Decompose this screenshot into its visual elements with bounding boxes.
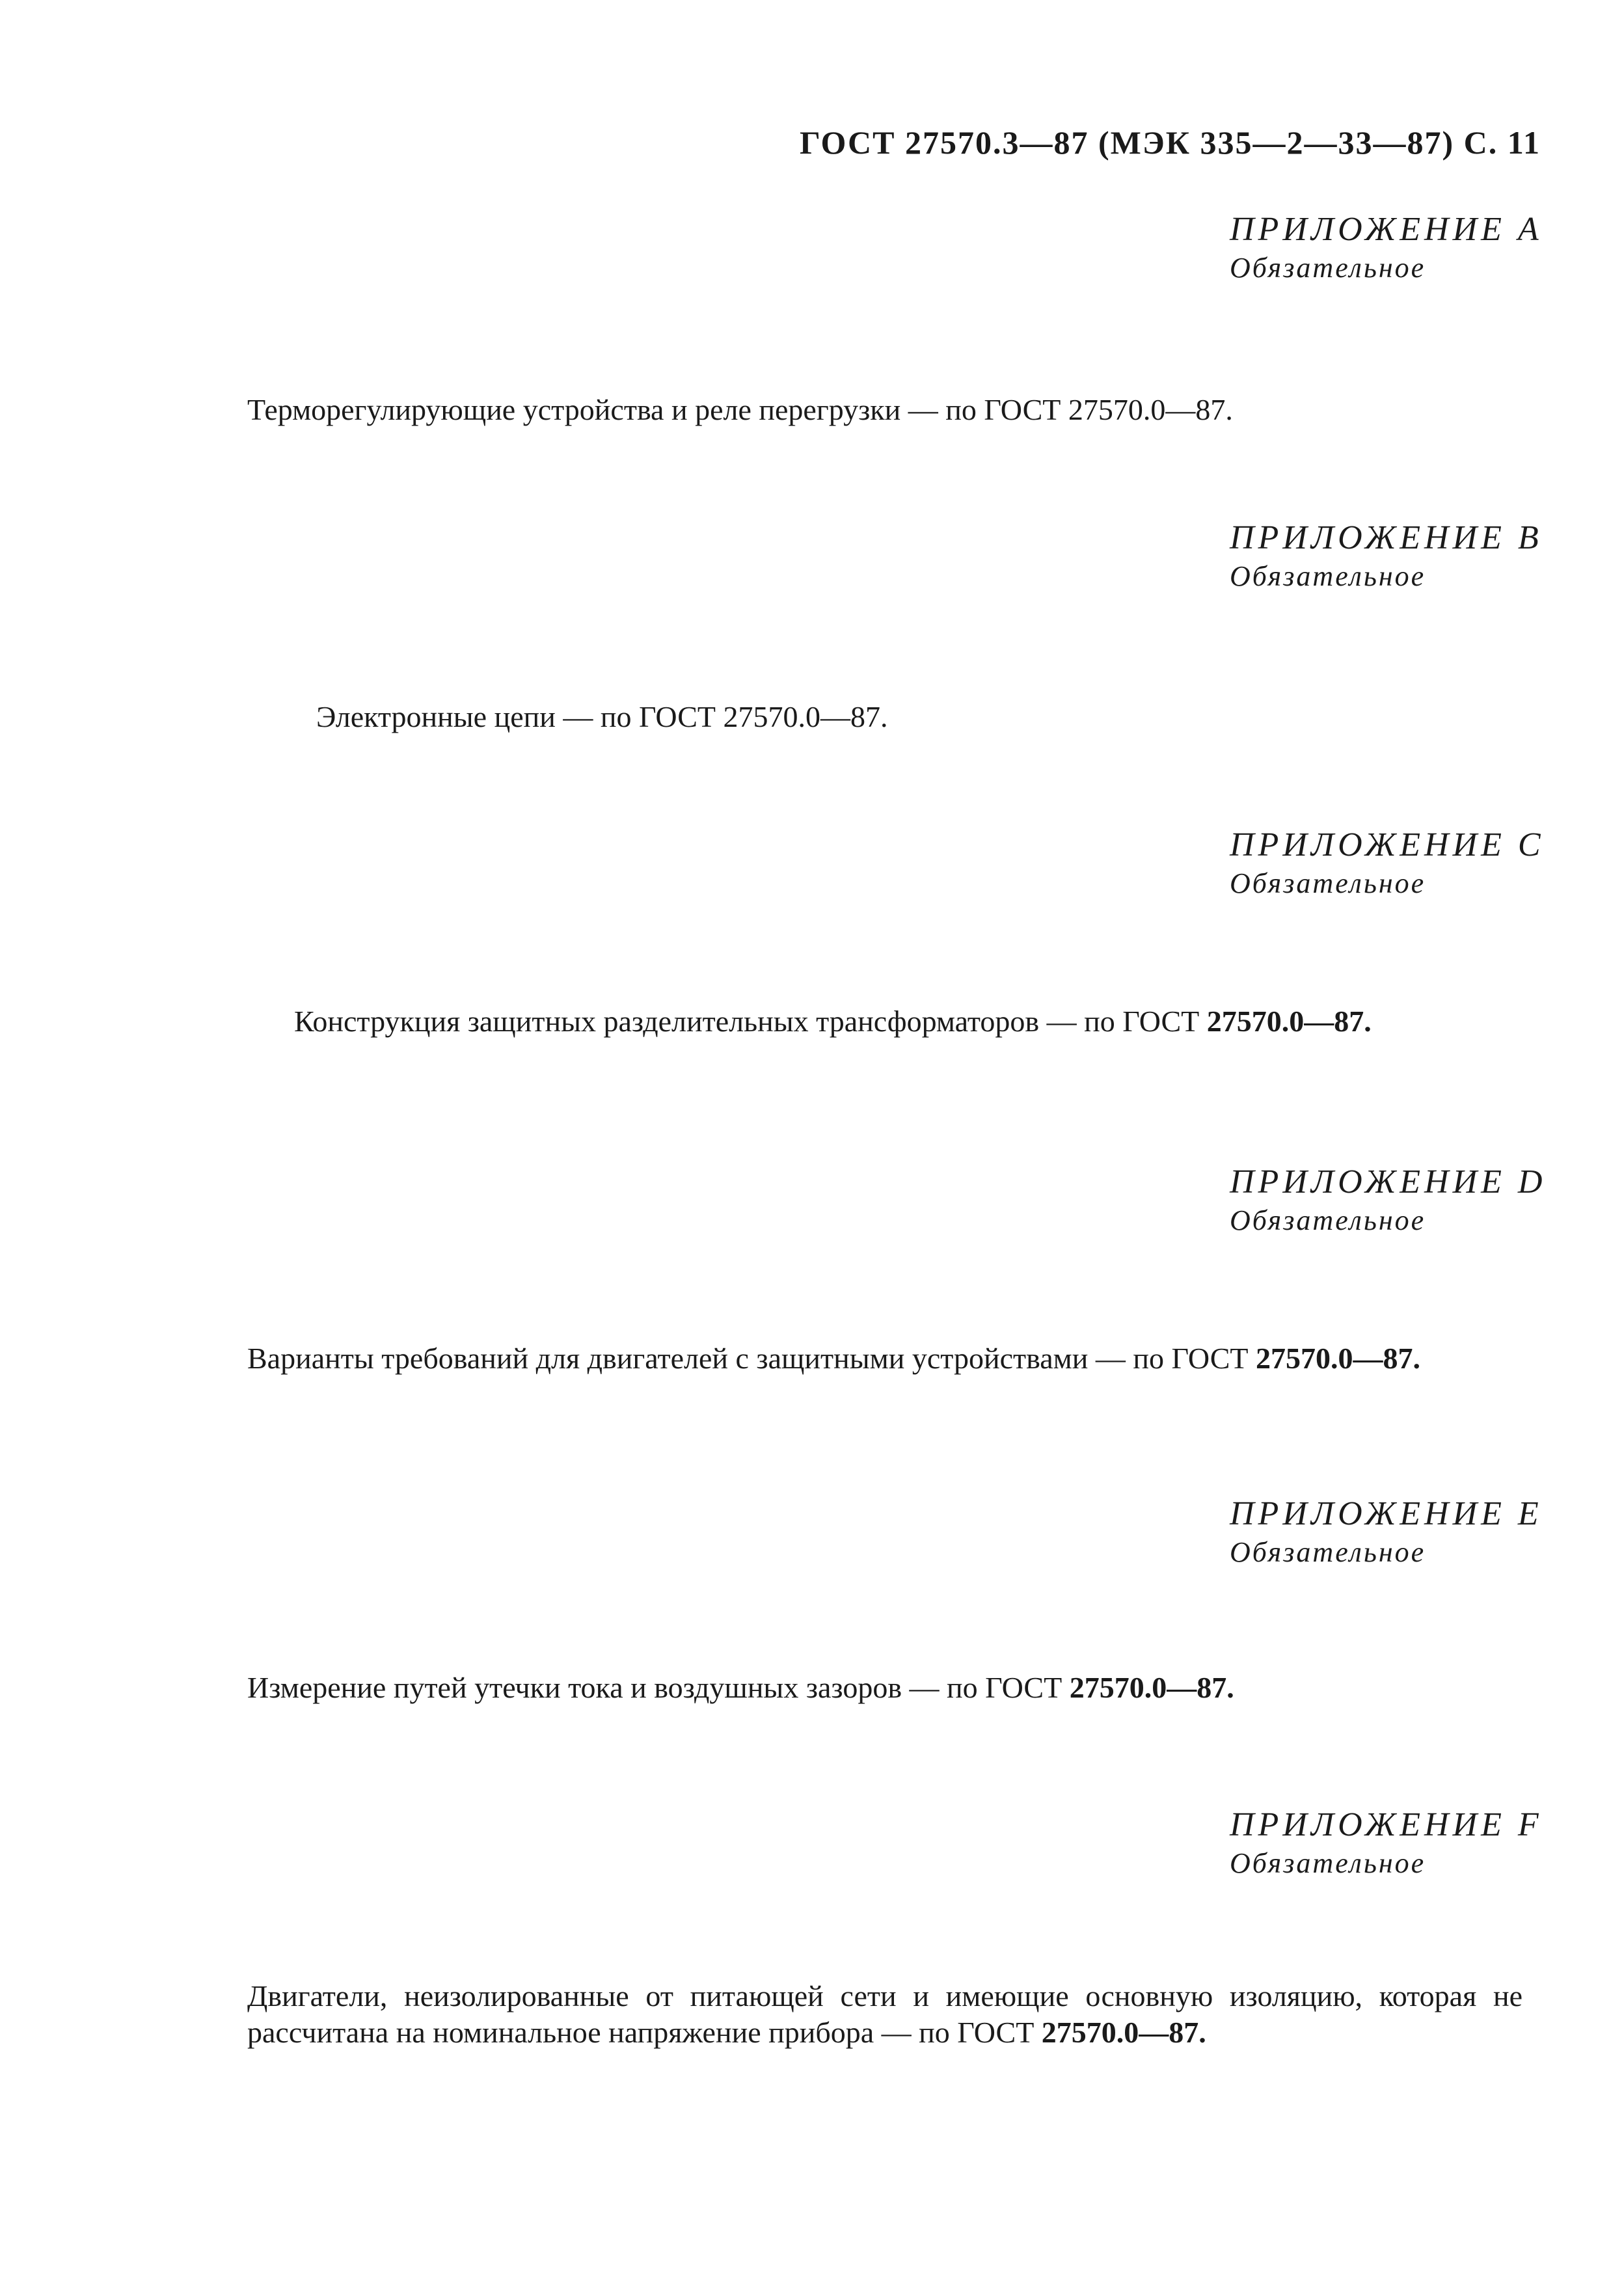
appendix-title: ПРИЛОЖЕНИЕ E <box>1230 1495 1543 1532</box>
appendix-f-heading <box>1230 1805 1568 1882</box>
appendix-a-text <box>247 392 1522 428</box>
standard-reference: 27570.0—87. <box>1255 1342 1420 1375</box>
appendix-status: Обязательное <box>1230 560 1426 592</box>
appendix-b-heading <box>1230 518 1568 595</box>
appendix-c-text <box>294 1003 1522 1040</box>
paragraph-text: Измерение путей утечки тока и воздушных зазоров — по ГОСТ <box>247 1671 1070 1704</box>
appendix-e-heading <box>1230 1494 1568 1571</box>
appendix-a-heading <box>1230 210 1568 286</box>
appendix-b-text <box>316 699 1522 735</box>
appendix-title: ПРИЛОЖЕНИЕ D <box>1230 1163 1547 1200</box>
appendix-title: ПРИЛОЖЕНИЕ F <box>1230 1806 1543 1843</box>
appendix-status: Обязательное <box>1230 1204 1426 1236</box>
appendix-status: Обязательное <box>1230 1847 1426 1879</box>
page-header: ГОСТ 27570.3—87 (МЭК 335—2—33—87) С. 11 <box>799 124 1541 161</box>
appendix-e-text <box>247 1670 1522 1706</box>
appendix-title: ПРИЛОЖЕНИЕ A <box>1230 211 1543 248</box>
standard-reference: 27570.0—87. <box>1206 1005 1372 1038</box>
standard-reference: 27570.0—87. <box>1041 2016 1206 2049</box>
paragraph-text: Электронные цепи — по ГОСТ 27570.0—87. <box>316 700 888 733</box>
appendix-f-text <box>247 1978 1522 2051</box>
appendix-title: ПРИЛОЖЕНИЕ C <box>1230 826 1545 863</box>
paragraph-text: Конструкция защитных разделительных трансформаторов — по ГОСТ <box>294 1005 1207 1038</box>
appendix-d-text <box>247 1340 1522 1377</box>
standard-reference: 27570.0—87. <box>1069 1671 1234 1704</box>
appendix-title: ПРИЛОЖЕНИЕ B <box>1230 519 1543 556</box>
appendix-c-heading <box>1230 825 1568 902</box>
appendix-status: Обязательное <box>1230 867 1426 899</box>
appendix-status: Обязательное <box>1230 252 1426 284</box>
appendix-d-heading <box>1230 1162 1568 1239</box>
paragraph-text: Двигатели, неизолированные от питающей сети и имеющие основную изоляцию, которая не рассчитана на номинальное напряжение прибора — по ГОСТ <box>247 1979 1522 2049</box>
paragraph-text: Варианты требований для двигателей с защитными устройствами — по ГОСТ <box>247 1342 1256 1375</box>
appendix-status: Обязательное <box>1230 1536 1426 1568</box>
paragraph-text: Терморегулирующие устройства и реле перегрузки — по ГОСТ 27570.0—87. <box>247 393 1233 426</box>
